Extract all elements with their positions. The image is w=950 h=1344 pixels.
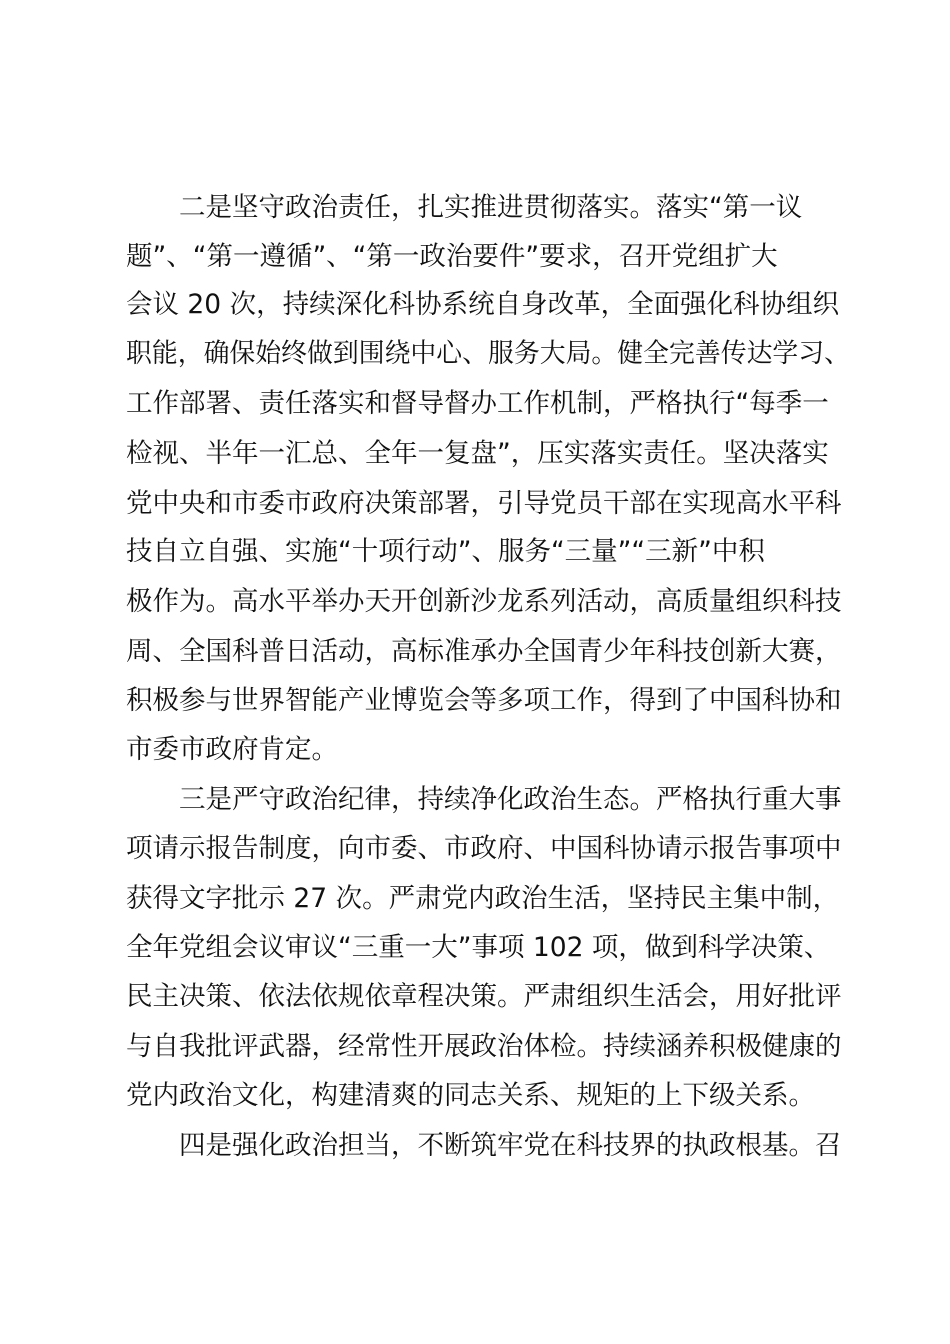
text-line-10: 周、全国科普日活动，高标准承办全国青少年科技创新大赛， <box>126 636 842 667</box>
text-line-2: 题”、“第一遵循”、“第一政治要件”要求，召开党组扩大 <box>126 241 778 272</box>
text-line-16: 全年党组会议审议“三重一大”事项 102 项，做到科学决策、 <box>126 932 831 963</box>
text-line-20: 四是强化政治担当，不断筑牢党在科技界的执政根基。召 <box>179 1130 842 1161</box>
text-line-6: 检视、半年一汇总、全年一复盘”，压实落实责任。坚决落实 <box>126 438 829 469</box>
text-line-3: 会议 20 次，持续深化科协系统自身改革，全面强化科协组织 <box>126 289 840 320</box>
text-line-4: 职能，确保始终做到围绕中心、服务大局。健全完善传达学习、 <box>126 338 850 369</box>
text-line-11: 积极参与世界智能产业博览会等多项工作，得到了中国科协和 <box>126 685 842 716</box>
text-line-1: 二是坚守政治责任，扎实推进贯彻落实。落实“第一议 <box>179 192 803 223</box>
text-line-15: 获得文字批示 27 次。严肃党内政治生活，坚持民主集中制， <box>126 883 840 914</box>
text-line-18: 与自我批评武器，经常性开展政治体检。持续涵养积极健康的 <box>126 1031 842 1062</box>
text-line-9: 极作为。高水平举办天开创新沙龙系列活动，高质量组织科技 <box>126 586 842 617</box>
text-line-12: 市委市政府肯定。 <box>126 734 338 765</box>
text-line-8: 技自立自强、实施“十项行动”、服务“三量”“三新”中积 <box>126 536 765 567</box>
text-line-13: 三是严守政治纪律，持续净化政治生态。严格执行重大事 <box>179 784 842 815</box>
text-line-17: 民主决策、依法依规依章程决策。严肃组织生活会，用好批评 <box>126 981 842 1012</box>
text-line-19: 党内政治文化，构建清爽的同志关系、规矩的上下级关系。 <box>126 1080 815 1111</box>
text-line-5: 工作部署、责任落实和督导督办工作机制，严格执行“每季一 <box>126 388 829 419</box>
text-line-7: 党中央和市委市政府决策部署，引导党员干部在实现高水平科 <box>126 488 842 519</box>
text-line-14: 项请示报告制度，向市委、市政府、中国科协请示报告事项中 <box>126 833 842 864</box>
